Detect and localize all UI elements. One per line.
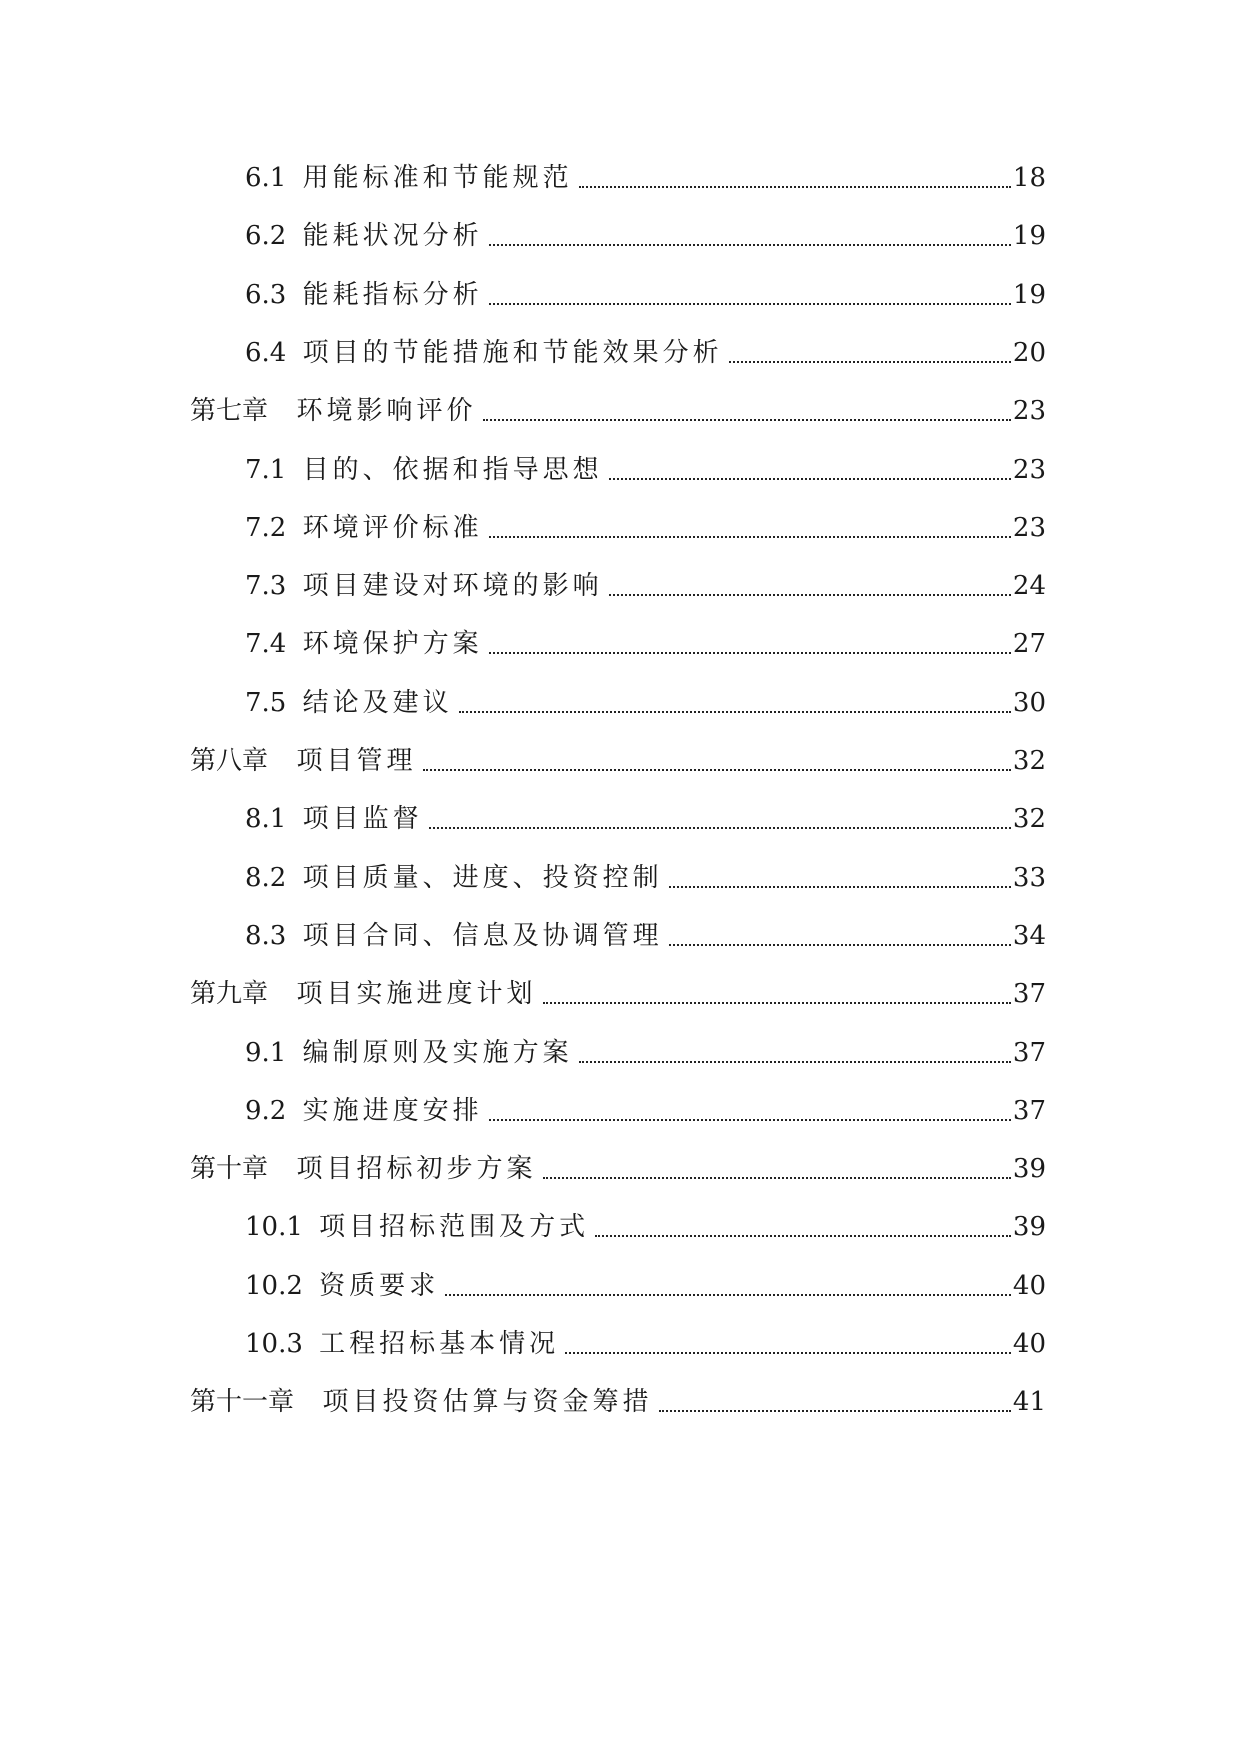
toc-section-entry[interactable] (245, 213, 1046, 253)
toc-entry-label (245, 1094, 489, 1128)
toc-entry-title: 项目合同、信息及协调管理 (302, 920, 663, 951)
toc-section-entry[interactable] (245, 621, 1046, 661)
toc-page-number: 34 (1012, 920, 1046, 951)
toc-page-number: 20 (1012, 337, 1046, 368)
toc-entry-label (245, 686, 459, 720)
toc-entry-label (245, 219, 489, 253)
toc-entry-title: 环境保护方案 (302, 629, 483, 660)
toc-entry-title: 项目质量、进度、投资控制 (302, 862, 663, 893)
toc-dot-leader (489, 278, 1011, 312)
toc-entry-number: 7.2 (245, 512, 287, 543)
toc-entry-title: 结论及建议 (302, 687, 453, 718)
toc-entry-number: 6.1 (245, 163, 287, 193)
toc-page-number: 18 (1012, 163, 1046, 193)
toc-section-entry[interactable] (245, 1030, 1046, 1070)
toc-dot-leader (489, 1094, 1011, 1128)
toc-entry-label (245, 511, 489, 545)
toc-page-number: 23 (1012, 396, 1046, 427)
toc-dot-leader (565, 1327, 1011, 1361)
toc-entry-title: 项目投资估算与资金筹措 (322, 1387, 653, 1418)
toc-chapter-entry[interactable] (190, 1379, 1046, 1419)
toc-entry-title: 编制原则及实施方案 (302, 1037, 573, 1068)
toc-entry-number: 第七章 (190, 396, 269, 427)
toc-entry-label (245, 802, 429, 836)
toc-chapter-entry[interactable] (190, 388, 1046, 428)
toc-entry-number: 6.4 (245, 337, 287, 368)
toc-entry-number: 10.3 (245, 1329, 303, 1359)
toc-chapter-entry[interactable] (190, 971, 1046, 1011)
toc-chapter-entry[interactable] (190, 1146, 1046, 1186)
toc-page-number: 32 (1012, 804, 1046, 835)
toc-entry-title: 实施进度安排 (302, 1095, 483, 1126)
toc-dot-leader (579, 1036, 1011, 1070)
toc-entry-number: 9.1 (245, 1037, 287, 1068)
toc-section-entry[interactable] (245, 796, 1046, 836)
toc-entry-title: 用能标准和节能规范 (302, 163, 573, 193)
toc-dot-leader (609, 569, 1011, 603)
toc-dot-leader (489, 511, 1011, 545)
toc-entry-number: 第十一章 (190, 1387, 295, 1418)
toc-page-number: 40 (1012, 1329, 1046, 1359)
toc-entry-title: 项目实施进度计划 (296, 979, 537, 1010)
toc-entry-number: 6.2 (245, 221, 287, 252)
toc-section-entry[interactable] (245, 913, 1046, 953)
toc-entry-label (245, 161, 579, 195)
toc-entry-label (245, 1327, 565, 1361)
toc-entry-number: 10.1 (245, 1212, 303, 1243)
toc-page-number: 40 (1012, 1270, 1046, 1301)
toc-section-entry[interactable] (245, 505, 1046, 545)
toc-entry-number: 7.5 (245, 687, 287, 718)
toc-page-number: 19 (1012, 279, 1046, 310)
toc-section-entry[interactable] (245, 1321, 1046, 1361)
toc-page-number: 19 (1012, 221, 1046, 252)
toc-entry-label (245, 627, 489, 661)
toc-entry-label (245, 453, 609, 487)
toc-entry-number: 8.3 (245, 920, 287, 951)
toc-entry-label (245, 861, 669, 895)
toc-entry-number: 第九章 (190, 979, 269, 1010)
toc-section-entry[interactable] (245, 447, 1046, 487)
toc-entry-title: 目的、依据和指导思想 (302, 454, 603, 485)
toc-entry-label (190, 744, 423, 778)
toc-page-number: 41 (1012, 1387, 1046, 1418)
toc-entry-title: 项目监督 (302, 804, 423, 835)
toc-entry-number: 8.1 (245, 804, 287, 835)
toc-section-entry[interactable] (245, 855, 1046, 895)
toc-dot-leader (729, 336, 1011, 370)
toc-entry-number: 7.4 (245, 629, 287, 660)
toc-dot-leader (669, 919, 1011, 953)
toc-dot-leader (579, 161, 1011, 195)
toc-entry-title: 资质要求 (319, 1270, 440, 1301)
toc-entry-number: 8.2 (245, 862, 287, 893)
toc-section-entry[interactable] (245, 680, 1046, 720)
toc-entry-title: 能耗指标分析 (302, 279, 483, 310)
toc-entry-title: 项目管理 (296, 746, 417, 776)
toc-entry-label (245, 1269, 445, 1303)
toc-entry-number: 7.3 (245, 571, 287, 602)
toc-page-number: 37 (1012, 979, 1046, 1010)
toc-page-number: 32 (1012, 746, 1046, 776)
toc-entry-label (245, 336, 729, 370)
toc-entry-title: 项目建设对环境的影响 (302, 571, 603, 602)
toc-entry-label (190, 1152, 543, 1186)
toc-section-entry[interactable] (245, 1204, 1046, 1244)
toc-entry-label (245, 569, 609, 603)
toc-entry-number: 10.2 (245, 1270, 303, 1301)
toc-page-number: 39 (1012, 1212, 1046, 1243)
toc-entry-number: 第八章 (190, 746, 269, 776)
toc-page-number: 23 (1012, 454, 1046, 485)
toc-section-entry[interactable] (245, 155, 1046, 195)
toc-page-number: 39 (1012, 1154, 1046, 1185)
toc-entry-label (190, 1385, 659, 1419)
toc-entry-label (245, 1210, 595, 1244)
toc-page-number: 37 (1012, 1037, 1046, 1068)
toc-page-number: 23 (1012, 512, 1046, 543)
toc-page-number: 37 (1012, 1095, 1046, 1126)
toc-entry-number: 9.2 (245, 1095, 287, 1126)
toc-chapter-entry[interactable] (190, 738, 1046, 778)
toc-entry-title: 环境评价标准 (302, 512, 483, 543)
toc-entry-title: 环境影响评价 (296, 396, 477, 427)
toc-entry-label (245, 1036, 579, 1070)
toc-section-entry[interactable] (245, 563, 1046, 603)
toc-dot-leader (659, 1385, 1011, 1419)
toc-section-entry[interactable] (245, 330, 1046, 370)
toc-dot-leader (489, 627, 1011, 661)
toc-dot-leader (459, 686, 1011, 720)
toc-section-entry[interactable] (245, 1263, 1046, 1303)
toc-dot-leader (595, 1210, 1011, 1244)
toc-dot-leader (609, 453, 1011, 487)
toc-page-number: 24 (1012, 571, 1046, 602)
toc-entry-title: 项目的节能措施和节能效果分析 (302, 337, 723, 368)
toc-section-entry[interactable] (245, 1088, 1046, 1128)
toc-dot-leader (483, 394, 1011, 428)
toc-entry-title: 能耗状况分析 (302, 221, 483, 252)
toc-entry-label (245, 919, 669, 953)
toc-entry-label (245, 278, 489, 312)
toc-page-number: 27 (1012, 629, 1046, 660)
toc-entry-label (190, 977, 543, 1011)
toc-entry-label (190, 394, 483, 428)
toc-dot-leader (489, 219, 1011, 253)
toc-dot-leader (445, 1269, 1011, 1303)
toc-page-number: 30 (1012, 687, 1046, 718)
toc-section-entry[interactable] (245, 272, 1046, 312)
toc-dot-leader (669, 861, 1011, 895)
toc-entry-number: 第十章 (190, 1154, 269, 1185)
toc-entry-title: 项目招标初步方案 (296, 1154, 537, 1185)
toc-dot-leader (429, 802, 1011, 836)
toc-entry-title: 项目招标范围及方式 (319, 1212, 590, 1243)
toc-dot-leader (423, 744, 1011, 778)
toc-entry-number: 6.3 (245, 279, 287, 310)
toc-dot-leader (543, 977, 1011, 1011)
toc-page-number: 33 (1012, 862, 1046, 893)
toc-entry-number: 7.1 (245, 454, 287, 485)
toc-entry-title: 工程招标基本情况 (319, 1329, 560, 1359)
toc-dot-leader (543, 1152, 1011, 1186)
